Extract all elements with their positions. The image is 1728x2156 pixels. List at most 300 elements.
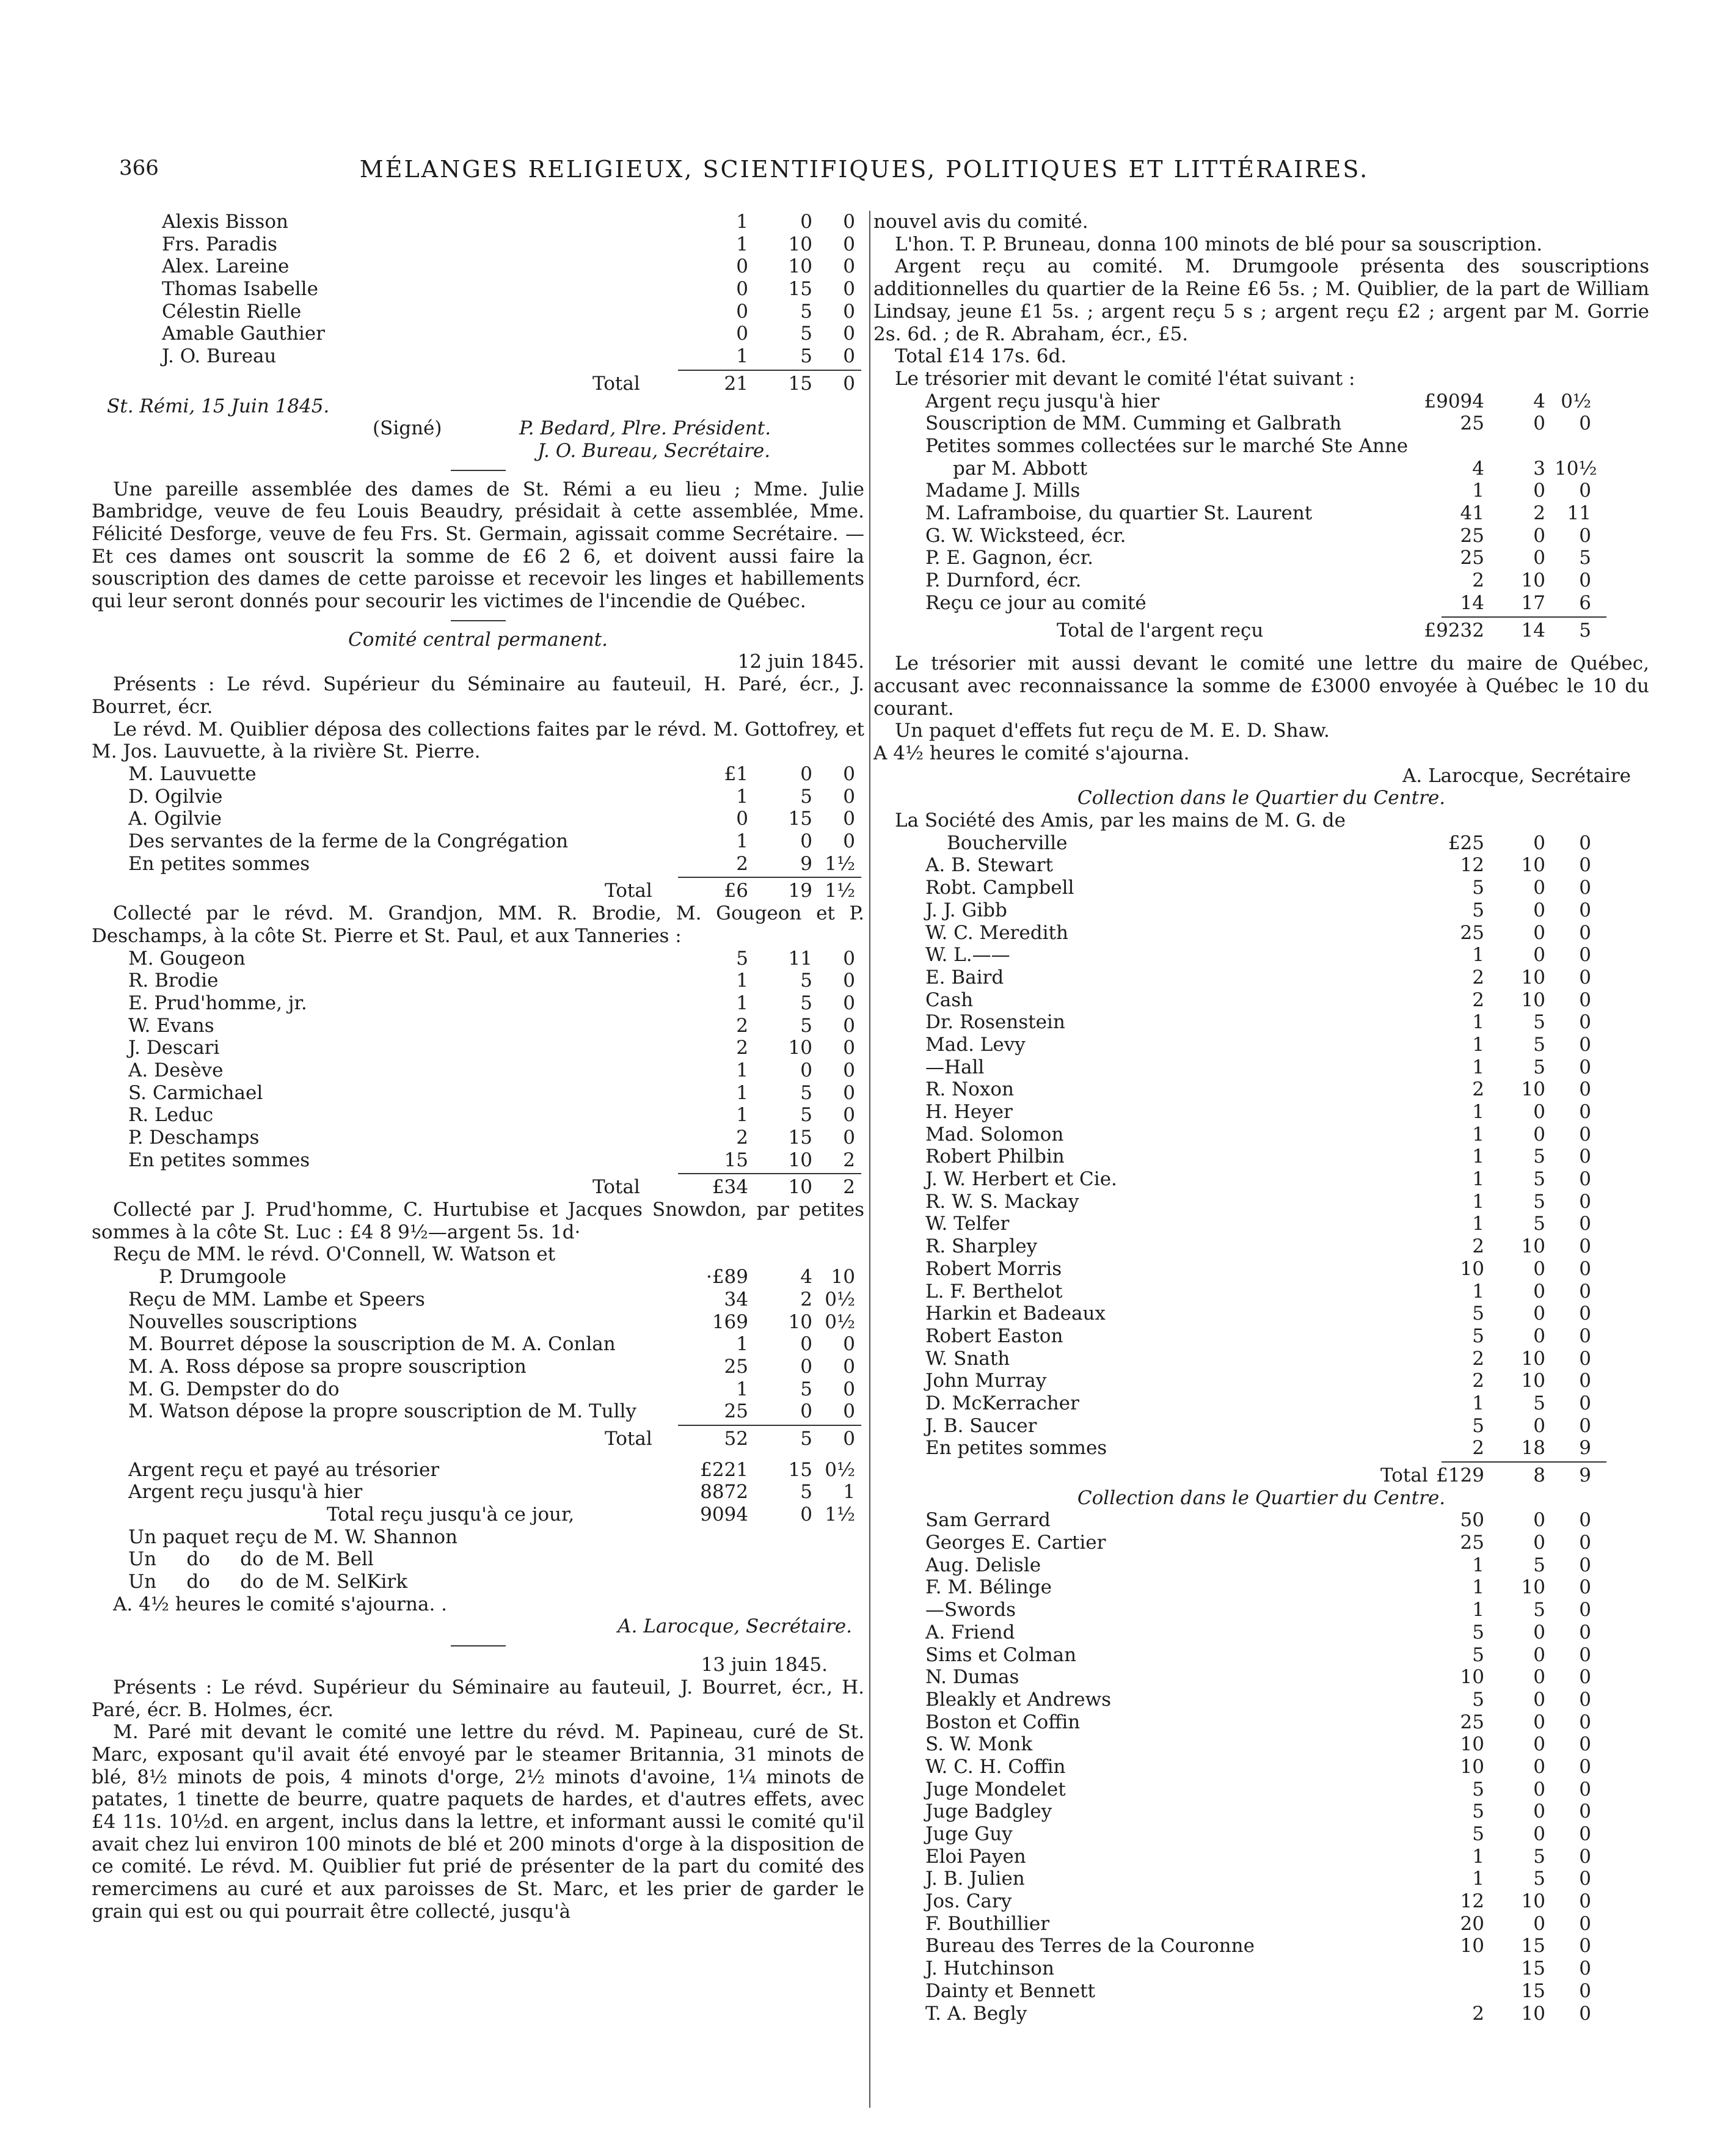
amount-pounds: 1 <box>1472 1392 1484 1414</box>
amount-pounds: 1 <box>1472 1190 1484 1213</box>
amount-pence: 0 <box>1579 831 1591 854</box>
amount-pounds: 2 <box>736 1127 748 1149</box>
total-row <box>92 373 864 395</box>
entry-name: M. A. Ross dépose sa propre souscription <box>128 1355 527 1378</box>
table-row <box>873 1146 1649 1168</box>
amount-shillings: 0 <box>1533 831 1545 854</box>
amount-shillings: 10 <box>1521 1235 1545 1258</box>
amount-pounds: 1 <box>1472 1033 1484 1056</box>
amount-pounds: 0 <box>736 300 748 323</box>
amount-shillings: 0 <box>1533 1101 1545 1124</box>
paragraph: Argent reçu au comité. M. Drumgoole présenta des souscriptions additionnelles du quartier de la Reine £6 5s. ; M. Quiblier, de la part de William Lindsay, jeune £1 5s. ; argent reçu 5 s ; argent reçu £2 ; argent par M. Gorrie 2s. 6d. ; de R. Abraham, écr., £5. <box>873 255 1649 345</box>
sum-rule-line <box>678 877 861 878</box>
table-row <box>92 301 864 323</box>
amount-pence: 0 <box>843 1400 855 1423</box>
amount-pence: 0 <box>1579 1800 1591 1823</box>
amount-pounds: 5 <box>1472 1688 1484 1711</box>
amount-pence: 1½ <box>825 852 855 875</box>
entry-name: L. F. Berthelot <box>925 1280 1063 1303</box>
column-divider <box>869 211 870 2108</box>
amount-shillings: 10 <box>1521 2002 1545 2025</box>
table-row <box>873 592 1649 615</box>
amount-pence: 0 <box>1579 1325 1591 1347</box>
amount-pounds: 8872 <box>700 1481 748 1504</box>
amount-pounds: 1 <box>1472 480 1484 502</box>
amount-shillings: 0 <box>800 1333 812 1356</box>
entry-name: John Murray <box>925 1370 1047 1392</box>
paragraph: Un paquet d'effets fut reçu de M. E. D. Shaw. <box>895 720 1330 742</box>
amount-pence: 0 <box>1579 1347 1591 1370</box>
amount-pounds: 1 <box>1472 1280 1484 1303</box>
amount-pence: 0 <box>1579 1868 1591 1890</box>
amount-pounds: 14 <box>1460 591 1484 614</box>
entry-name: Bleakly et Andrews <box>925 1688 1112 1711</box>
entry-name: Juge Guy <box>925 1823 1013 1846</box>
amount-shillings: 5 <box>800 970 812 992</box>
table-row <box>873 390 1649 413</box>
amount-pounds: 5 <box>1472 1643 1484 1666</box>
amount-shillings: 15 <box>1521 1935 1545 1957</box>
entry-name: Dainty et Bennett <box>925 1979 1096 2002</box>
table-row <box>873 877 1649 899</box>
entry-name: Thomas Isabelle <box>162 278 318 301</box>
amount-pence: 0 <box>1579 1778 1591 1800</box>
table-row <box>873 1124 1649 1146</box>
amount-shillings: 10 <box>1521 966 1545 988</box>
entry-name: par M. Abbott <box>953 457 1088 480</box>
table-row <box>873 899 1649 922</box>
table-row <box>873 1101 1649 1124</box>
section-title: Collection dans le Quartier du Centre. <box>1077 787 1446 809</box>
amount-pence: 0 <box>1579 1643 1591 1666</box>
entry-name: Boston et Coffin <box>925 1711 1081 1733</box>
amount-shillings: 5 <box>1533 1146 1545 1168</box>
amount-pounds: 50 <box>1460 1509 1484 1532</box>
table-row <box>873 1823 1649 1846</box>
table-row <box>92 763 864 786</box>
entry-name: P. Drumgoole <box>159 1266 286 1288</box>
amount-pounds: 1 <box>736 1059 748 1081</box>
table-row <box>92 1504 864 1526</box>
amount-shillings: 3 <box>1533 457 1545 480</box>
amount-pounds: 169 <box>712 1310 748 1333</box>
entry-name: E. Baird <box>925 966 1004 988</box>
entry-name: En petites sommes <box>128 1149 310 1171</box>
amount-pounds: 1 <box>736 1081 748 1104</box>
amount-shillings: 0 <box>800 1504 812 1526</box>
amount-pounds: 5 <box>1472 1823 1484 1846</box>
entry-name: Jos. Cary <box>925 1890 1012 1913</box>
amount-pence: 0 <box>1579 1213 1591 1235</box>
table-row <box>873 1056 1649 1079</box>
amount-pounds: 10 <box>1460 1733 1484 1756</box>
entry-name: P. E. Gagnon, écr. <box>925 547 1093 569</box>
amount-shillings: 5 <box>800 1481 812 1504</box>
entry-name: P. Deschamps <box>128 1127 260 1149</box>
table-row <box>92 1333 864 1356</box>
paragraph: Le trésorier mit devant le comité l'état suivant : <box>895 367 1355 390</box>
amount-pounds: 25 <box>724 1355 748 1378</box>
amount-pence: 0 <box>1579 480 1591 502</box>
entry-name: Frs. Paradis <box>162 233 277 255</box>
amount-shillings: 10 <box>788 255 812 278</box>
entry-name: T. A. Begly <box>925 2002 1027 2025</box>
amount-pence: 0 <box>1579 1392 1591 1414</box>
amount-pence: 0 <box>1579 854 1591 877</box>
sum-rule-line <box>1442 616 1606 618</box>
signatory-secretary: J. O. Bureau, Secrétaire. <box>538 439 771 462</box>
table-row <box>92 1459 864 1482</box>
amount-pence: 0 <box>1579 1190 1591 1213</box>
table-row <box>92 233 864 256</box>
amount-shillings: 5 <box>800 345 812 368</box>
amount-pounds: 0 <box>736 808 748 830</box>
paragraph: nouvel avis du comité. <box>873 211 1088 233</box>
amount-shillings: 10 <box>1521 854 1545 877</box>
total-row <box>873 619 1649 642</box>
entry-name: S. Carmichael <box>128 1081 263 1104</box>
place-date: St. Rémi, 15 Juin 1845. <box>107 395 330 417</box>
amount-shillings: 0 <box>1533 1303 1545 1325</box>
amount-pounds: 5 <box>1472 1414 1484 1437</box>
amount-pounds: 12 <box>1460 854 1484 877</box>
entry-name: Eloi Payen <box>925 1845 1026 1868</box>
entry-name: G. W. Wicksteed, écr. <box>925 524 1126 547</box>
amount-shillings: 0 <box>1533 1733 1545 1756</box>
amount-shillings: 15 <box>1521 1957 1545 1980</box>
amount-shillings: 5 <box>1533 1190 1545 1213</box>
table-row <box>873 1348 1649 1370</box>
amount-shillings: 5 <box>800 300 812 323</box>
amount-shillings: 10 <box>1521 1576 1545 1599</box>
amount-shillings: 5 <box>1533 1845 1545 1868</box>
entry-name: En petites sommes <box>925 1437 1107 1460</box>
table-row <box>873 412 1649 435</box>
amount-pounds: 1 <box>1472 1845 1484 1868</box>
amount-shillings: 0 <box>1533 1912 1545 1935</box>
paragraph: Collecté par J. Prud'homme, C. Hurtubise et Jacques Snowdon, par petites sommes à la côte St. Luc : £4 8 9½—argent 5s. 1d· <box>92 1199 864 1243</box>
amount-pounds: £221 <box>700 1458 748 1481</box>
amount-shillings: 0 <box>1533 1414 1545 1437</box>
total-label: Total <box>605 1427 652 1450</box>
amount-pence: 0 <box>1579 1257 1591 1280</box>
entry-name: J. B. Saucer <box>925 1414 1037 1437</box>
amount-shillings: 0 <box>1533 1532 1545 1554</box>
amount-pounds: 12 <box>1460 1890 1484 1913</box>
right-column <box>873 211 1649 2025</box>
amount-pounds: 1 <box>1472 1213 1484 1235</box>
amount-pounds: 2 <box>1472 966 1484 988</box>
amount-pounds: 1 <box>1472 1554 1484 1576</box>
amount-pounds: 1 <box>1472 1868 1484 1890</box>
table-row <box>873 1711 1649 1734</box>
table-row <box>92 1104 864 1127</box>
total-label: Total <box>592 372 640 395</box>
amount-shillings: 5 <box>800 785 812 808</box>
amount-pence: 0 <box>1579 1554 1591 1576</box>
paragraph: L'hon. T. P. Bruneau, donna 100 minots de blé pour sa souscription. <box>895 233 1543 255</box>
amount-pounds: £129 <box>1436 1464 1484 1487</box>
entry-name: A. Friend <box>925 1621 1015 1643</box>
amount-pounds: 1 <box>1472 1599 1484 1621</box>
amount-pence: 0 <box>843 1104 855 1127</box>
table-row <box>92 1356 864 1378</box>
amount-pounds: 34 <box>724 1288 748 1310</box>
amount-pence: 0 <box>1579 1666 1591 1689</box>
amount-pence: 0 <box>1579 1033 1591 1056</box>
table-row <box>92 970 864 992</box>
amount-shillings: 5 <box>800 1014 812 1037</box>
amount-pence: 0 <box>1579 1599 1591 1621</box>
table-row <box>92 808 864 830</box>
amount-pounds: 20 <box>1460 1912 1484 1935</box>
table-row <box>873 1325 1649 1348</box>
entry-name: J. Hutchinson <box>925 1957 1054 1980</box>
amount-pounds: 0 <box>736 255 748 278</box>
paragraph: Présents : Le révd. Supérieur du Séminaire au fauteuil, H. Paré, écr., J. Bourret, écr. <box>92 673 864 718</box>
amount-pence: 0 <box>843 1355 855 1378</box>
entry-name: A. Ogilvie <box>128 808 222 830</box>
amount-shillings: 0 <box>800 762 812 785</box>
table-row <box>92 786 864 808</box>
amount-pounds: 5 <box>1472 1800 1484 1823</box>
amount-pounds: 10 <box>1460 1755 1484 1778</box>
amount-shillings: 15 <box>788 808 812 830</box>
table-row <box>92 1082 864 1105</box>
entry-name: Des servantes de la ferme de la Congrégation <box>128 830 569 853</box>
amount-pence: 0 <box>1579 1621 1591 1643</box>
amount-shillings: 0 <box>1533 524 1545 547</box>
amount-pence: 0 <box>1579 1168 1591 1191</box>
amount-pence: 0 <box>843 785 855 808</box>
amount-pounds: 10 <box>1460 1666 1484 1689</box>
amount-pounds: £9094 <box>1424 390 1484 412</box>
sum-rule <box>873 615 1649 619</box>
amount-pounds: 25 <box>1460 412 1484 435</box>
table-row <box>873 1191 1649 1213</box>
amount-pounds: 1 <box>736 1378 748 1400</box>
amount-pounds: 5 <box>1472 1303 1484 1325</box>
paquet-line: Un do do de M. SelKirk <box>128 1571 408 1593</box>
entry-name: Total reçu jusqu'à ce jour, <box>327 1504 575 1526</box>
table-row <box>873 1437 1649 1460</box>
amount-pence: 0 <box>1579 1845 1591 1868</box>
table-row <box>92 255 864 278</box>
amount-shillings: 5 <box>1533 1868 1545 1890</box>
entry-name: J. W. Herbert et Cie. <box>925 1168 1117 1191</box>
section-title: Collection dans le Quartier du Centre. <box>1077 1486 1446 1509</box>
entry-name: W. Snath <box>925 1347 1010 1370</box>
amount-pounds: 4 <box>1472 457 1484 480</box>
amount-shillings: 10 <box>1521 1078 1545 1101</box>
amount-pence: 0 <box>843 1127 855 1149</box>
amount-pence: 0 <box>1579 899 1591 921</box>
table-row <box>873 2003 1649 2025</box>
entry-name: A. B. Stewart <box>925 854 1053 877</box>
amount-pence: 2 <box>843 1176 855 1199</box>
table-row <box>873 435 1649 458</box>
entry-name: N. Dumas <box>925 1666 1019 1689</box>
table-row <box>92 1127 864 1149</box>
amount-shillings: 5 <box>1533 1168 1545 1191</box>
amount-pounds: 2 <box>1472 988 1484 1011</box>
entry-name: W. C. Meredith <box>925 921 1068 944</box>
amount-pence: 9 <box>1579 1437 1591 1460</box>
amount-shillings: 10 <box>788 233 812 255</box>
sum-rule-line <box>678 1173 861 1174</box>
amount-pounds: 1 <box>736 970 748 992</box>
spacer <box>873 641 1649 652</box>
amount-shillings: 0 <box>1533 547 1545 569</box>
amount-pounds: 1 <box>1472 1101 1484 1124</box>
amount-pence: 0 <box>1579 1056 1591 1078</box>
entry-name: Argent reçu et payé au trésorier <box>128 1458 440 1481</box>
amount-pence: 0 <box>1579 1078 1591 1101</box>
table-row <box>92 1311 864 1334</box>
amount-pence: 0 <box>843 300 855 323</box>
amount-pence: 0 <box>843 372 855 395</box>
amount-pence: 1½ <box>825 880 855 902</box>
amount-pounds: 25 <box>1460 921 1484 944</box>
entry-name: Robert Morris <box>925 1257 1062 1280</box>
amount-pence: 0 <box>843 233 855 255</box>
table-row <box>873 1890 1649 1913</box>
page-number: 366 <box>119 156 159 180</box>
signe-label: (Signé) <box>373 417 442 440</box>
page-header <box>119 156 1610 186</box>
entry-name: P. Durnford, écr. <box>925 569 1082 592</box>
amount-pence: 0 <box>1579 1280 1591 1303</box>
entry-name: Nouvelles souscriptions <box>128 1310 357 1333</box>
amount-pence: 0 <box>1579 944 1591 967</box>
amount-pounds: 5 <box>736 947 748 970</box>
table-row <box>873 1800 1649 1823</box>
sum-rule <box>873 1460 1649 1464</box>
amount-shillings: 0 <box>800 211 812 233</box>
amount-pounds: 25 <box>1460 1532 1484 1554</box>
amount-shillings: 15 <box>1521 1979 1545 2002</box>
secretary-signature: A. Larocque, Secrétaire <box>1402 764 1631 787</box>
amount-pence: 0 <box>1579 1957 1591 1980</box>
amount-pence: 0 <box>843 211 855 233</box>
amount-pence: 0 <box>1579 877 1591 899</box>
sum-rule <box>92 1423 864 1428</box>
signature-place <box>92 395 864 418</box>
spacer <box>92 1450 864 1459</box>
entry-name: Boucherville <box>947 831 1068 854</box>
amount-pounds: 1 <box>1472 1056 1484 1078</box>
entry-name: A. Desève <box>128 1059 224 1081</box>
amount-pounds: 1 <box>736 830 748 853</box>
amount-shillings: 2 <box>800 1288 812 1310</box>
amount-pounds: 2 <box>1472 2002 1484 2025</box>
entry-name: Souscription de MM. Cumming et Galbrath <box>925 412 1342 435</box>
amount-pounds: £9232 <box>1424 619 1484 641</box>
amount-pounds: 5 <box>1472 1325 1484 1347</box>
amount-pounds: 1 <box>1472 944 1484 967</box>
total-row <box>92 1428 864 1450</box>
sum-rule-line <box>678 370 861 371</box>
amount-pounds: 1 <box>1472 1123 1484 1146</box>
entry-name: D. Ogilvie <box>128 785 223 808</box>
table-row <box>873 458 1649 480</box>
amount-shillings: 0 <box>1533 899 1545 921</box>
amount-shillings: 10 <box>788 1149 812 1171</box>
paragraph: Collecté par le révd. M. Grandjon, MM. R. Brodie, M. Gougeon et P. Deschamps, à la côte St. Pierre et St. Paul, et aux Tanneries : <box>92 902 864 947</box>
amount-shillings: 0 <box>1533 1800 1545 1823</box>
entry-name: R. Sharpley <box>925 1235 1038 1258</box>
section-rule <box>451 620 506 621</box>
table-row <box>92 948 864 970</box>
section-rule <box>451 1645 506 1646</box>
amount-pence: 0½ <box>825 1310 855 1333</box>
amount-pounds: 0 <box>736 278 748 301</box>
entry-name: E. Prud'homme, jr. <box>128 992 307 1014</box>
amount-pence: 2 <box>843 1149 855 1171</box>
table-row <box>873 1621 1649 1644</box>
paragraph: A 4½ heures le comité s'ajourna. <box>873 742 1190 764</box>
amount-pence: 0 <box>1579 1235 1591 1258</box>
amount-shillings: 5 <box>1533 1599 1545 1621</box>
meeting-date: 12 juin 1845. <box>737 651 864 673</box>
paragraph: Le révd. M. Quiblier déposa des collections faites par le révd. M. Gottofrey, et M. Jos. Lauvuette, à la rivière St. Pierre. <box>92 718 864 763</box>
amount-shillings: 5 <box>1533 1011 1545 1034</box>
amount-shillings: 0 <box>1533 1325 1545 1347</box>
amount-pence: 0 <box>843 1014 855 1037</box>
amount-shillings: 0 <box>1533 1509 1545 1532</box>
table-row <box>873 1532 1649 1554</box>
amount-shillings: 0 <box>1533 1643 1545 1666</box>
entry-name: Robert Philbin <box>925 1146 1065 1168</box>
amount-pounds: 2 <box>1472 569 1484 592</box>
amount-shillings: 5 <box>1533 1033 1545 1056</box>
amount-pounds: 21 <box>724 372 748 395</box>
entry-name: R. W. S. Mackay <box>925 1190 1079 1213</box>
amount-shillings: 4 <box>800 1266 812 1288</box>
amount-pounds: 25 <box>1460 547 1484 569</box>
table-row <box>873 1554 1649 1577</box>
amount-pence: 0 <box>1579 569 1591 592</box>
entry-name: W. C. H. Coffin <box>925 1755 1066 1778</box>
total-label: Total <box>592 1176 640 1199</box>
entry-name: F. M. Bélinge <box>925 1576 1052 1599</box>
table-row <box>873 1509 1649 1532</box>
amount-shillings: 10 <box>1521 1347 1545 1370</box>
amount-pounds: 2 <box>736 852 748 875</box>
table-row <box>873 1303 1649 1325</box>
table-row <box>92 830 864 853</box>
entry-name: Amable Gauthier <box>162 323 325 345</box>
amount-pence: 5 <box>1579 547 1591 569</box>
amount-pounds: 25 <box>1460 1711 1484 1733</box>
amount-pence: 0 <box>1579 1755 1591 1778</box>
table-row <box>873 1034 1649 1056</box>
sum-rule-line <box>1442 1461 1606 1463</box>
entry-name: Alexis Bisson <box>162 211 288 233</box>
amount-pence: 0 <box>843 345 855 368</box>
entry-name: J. Descari <box>128 1037 220 1059</box>
amount-pence: 0 <box>843 1037 855 1059</box>
amount-pence: 1½ <box>825 1504 855 1526</box>
amount-pence: 0 <box>843 808 855 830</box>
amount-pence: 0 <box>1579 1576 1591 1599</box>
paragraph: Total £14 17s. 6d. <box>895 345 1067 368</box>
amount-pence: 0 <box>1579 1011 1591 1034</box>
sum-rule-line <box>678 1425 861 1426</box>
amount-pence: 0 <box>843 992 855 1014</box>
paragraph-line: Reçu de MM. le révd. O'Connell, W. Watson et <box>113 1243 556 1266</box>
entry-name: Harkin et Badeaux <box>925 1303 1106 1325</box>
